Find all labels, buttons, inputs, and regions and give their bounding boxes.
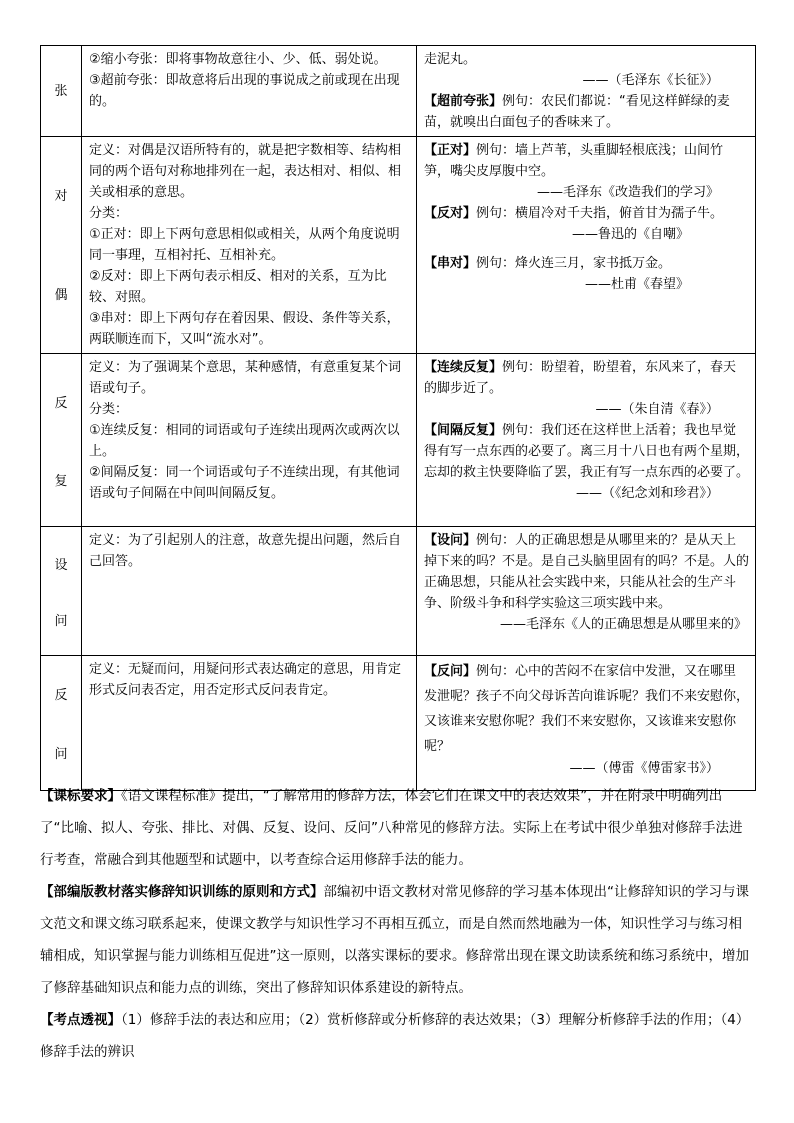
row-name-cell xyxy=(41,137,82,354)
definition-line: ②缩小夸张：即将事物故意往小、少、低、弱处说。 xyxy=(89,52,387,67)
example-tag: 【反对】 xyxy=(424,206,477,221)
definition-line: 定义：为了强调某个意思，某种感情，有意重复某个词语或句子。 xyxy=(89,360,402,396)
definition-cell xyxy=(82,46,417,137)
example-source: ——（朱自清《春》） xyxy=(595,402,719,417)
example-item xyxy=(424,420,749,483)
definition-line: ③超前夸张：即故意将后出现的事说成之前或现在出现的。 xyxy=(89,73,400,109)
note-text: 部编初中语文教材对常见修辞的学习基本体现出“让修辞知识的学习与课文范文和课文练习联系起来，使课文教学与知识性学习不再相互孤立，而是自然而然地融为一体，知识性学习与练习相辅相成，知识掌握与能力训练相互促进”这一原则，以落实课标的要求。修辞常出现在课文助读系统和练习系统中，增加了修辞基础知识点和能力点的训练，突出了修辞知识体系建设的新特点。 xyxy=(40,884,749,996)
table-row-duiou xyxy=(41,137,756,354)
spacer xyxy=(424,245,749,253)
example-source: ——（毛泽东《长征》） xyxy=(582,73,719,88)
example-item xyxy=(424,659,749,759)
note-label: 【部编版教材落实修辞知识训练的原则和方式】 xyxy=(40,884,324,900)
definition-line: ①连续反复：相同的词语或句子连续出现两次或两次以上。 xyxy=(89,423,400,459)
row-name: 反 xyxy=(54,688,68,703)
rhetoric-table xyxy=(40,45,756,791)
example-tag: 【设问】 xyxy=(424,533,477,548)
definition-cell xyxy=(82,527,417,656)
example-item xyxy=(424,91,749,133)
definition-line: ③串对：即上下两句存在着因果、假设、条件等关系，两联顺连而下，又叫“流水对”。 xyxy=(89,311,400,347)
example-source: ——杜甫《春望》 xyxy=(584,277,689,292)
note-label: 【课标要求】 xyxy=(40,788,121,804)
definition-line: ②间隔反复：同一个词语或句子不连续出现，有其他词语或句子间隔在中间叫间隔反复。 xyxy=(89,465,400,501)
example-source: ——毛泽东《改造我们的学习》 xyxy=(536,185,719,200)
row-name: 设 xyxy=(54,557,68,573)
definition-line: 分类： xyxy=(89,402,129,417)
example-item xyxy=(424,140,749,182)
definition-line: 定义：无疑而问，用疑问形式表达确定的意思，用肯定形式反问表否定，用否定形式反问表肯定。 xyxy=(89,662,402,698)
note-paragraph-exam-points xyxy=(40,1004,754,1068)
note-text: （1）修辞手法的表达和应用；（2）赏析修辞或分析修辞的表达效果；（3）理解分析修辞手法的作用；（4）修辞手法的辨识 xyxy=(40,1012,750,1060)
example-text: 例句：心中的苦闷不在家信中发泄，又在哪里发泄呢？孩子不向父母诉苦向谁诉呢？我们不来安慰你，又该谁来安慰你呢？我们不来安慰你，又该谁来安慰你呢？ xyxy=(424,664,750,754)
notes-section xyxy=(40,780,754,1068)
row-name-cell xyxy=(41,46,82,137)
row-name: 偶 xyxy=(54,288,68,303)
table-row-fanwen xyxy=(41,656,756,791)
definition-cell xyxy=(82,137,417,354)
definition-line: 分类： xyxy=(89,206,129,221)
example-item xyxy=(424,530,749,614)
note-text: 《语文课程标准》提出，“了解常用的修辞方法，体会它们在课文中的表达效果”，并在附录中明确列出了“比喻、拟人、夸张、排比、对偶、反复、设问、反问”八种常见的修辞方法。实际上在考试中很少单独对修辞手法进行考查，常融合到其他题型和试题中，以考查综合运用修辞手法的能力。 xyxy=(40,788,743,868)
example-source: ——毛泽东《人的正确思想是从哪里来的》 xyxy=(499,617,747,632)
example-cell xyxy=(417,354,756,527)
example-text: 例句：盼望着，盼望着，东风来了，春天的脚步近了。 xyxy=(424,360,737,396)
note-paragraph-textbook xyxy=(40,876,754,1004)
example-source: ——鲁迅的《自嘲》 xyxy=(571,227,689,242)
table-row-shewen xyxy=(41,527,756,656)
table-row-fanfu xyxy=(41,354,756,527)
definition-line: 定义：对偶是汉语所特有的，就是把字数相等、结构相同的两个语句对称地排列在一起，表达相对、相似、相关或相承的意思。 xyxy=(89,143,402,200)
row-name-cell xyxy=(41,656,82,791)
example-text: 例句：墙上芦苇，头重脚轻根底浅；山间竹笋，嘴尖皮厚腹中空。 xyxy=(424,143,724,179)
example-tag: 【连续反复】 xyxy=(424,360,503,375)
definition-cell xyxy=(82,656,417,791)
row-name: 反 xyxy=(54,395,68,411)
example-tag: 【正对】 xyxy=(424,143,477,158)
example-text: 例句：农民们都说：“看见这样鲜绿的麦苗，就嗅出白面包子的香味来了。 xyxy=(424,94,730,130)
row-name: 对 xyxy=(54,189,68,204)
example-text: 例句：人的正确思想是从哪里来的？是从天上掉下来的吗？不是。是自己头脑里固有的吗？不是。人的正确思想，只能从社会实践中来，只能从社会的生产斗争、阶级斗争和科学实验这三项实践中来。 xyxy=(424,533,750,611)
row-name: 问 xyxy=(54,747,68,762)
example-cell xyxy=(417,656,756,791)
definition-line: ②反对：即上下两句表示相反、相对的关系，互为比较、对照。 xyxy=(89,269,387,305)
row-name-cell xyxy=(41,527,82,656)
example-cell xyxy=(417,137,756,354)
example-text: 例句：烽火连三月，家书抵万金。 xyxy=(476,256,672,271)
example-item xyxy=(424,253,749,274)
example-tag: 【超前夸张】 xyxy=(424,94,503,109)
example-item xyxy=(424,357,749,399)
example-item xyxy=(424,203,749,224)
row-name: 问 xyxy=(54,613,68,629)
example-text: 例句：横眉冷对千夫指，俯首甘为孺子牛。 xyxy=(476,206,724,221)
note-label: 【考点透视】 xyxy=(40,1012,121,1028)
row-name: 张 xyxy=(54,83,68,99)
example-text: 走泥丸。 xyxy=(424,52,477,67)
example-cell xyxy=(417,46,756,137)
example-tag: 【反问】 xyxy=(424,664,477,679)
example-text: 例句：我们还在这样世上活着；我也早觉得有写一点东西的必要了。离三月十八日也有两个星期，忘却的救主快要降临了罢，我正有写一点东西的必要了。 xyxy=(424,423,750,480)
example-tag: 【间隔反复】 xyxy=(424,423,503,438)
example-tag: 【串对】 xyxy=(424,256,477,271)
definition-line: ①正对：即上下两句意思相似或相关，从两个角度说明同一事理，互相衬托、互相补充。 xyxy=(89,227,400,263)
definition-cell xyxy=(82,354,417,527)
row-name: 复 xyxy=(54,473,68,489)
row-name-cell xyxy=(41,354,82,527)
example-cell xyxy=(417,527,756,656)
definition-line: 定义：为了引起别人的注意，故意先提出问题，然后自己回答。 xyxy=(89,533,402,569)
table-row-kuazhang xyxy=(41,46,756,137)
example-source: ——（《纪念刘和珍君》） xyxy=(575,486,719,501)
example-source: ——（傅雷《傅雷家书》） xyxy=(569,761,719,776)
note-paragraph-curriculum xyxy=(40,780,754,876)
